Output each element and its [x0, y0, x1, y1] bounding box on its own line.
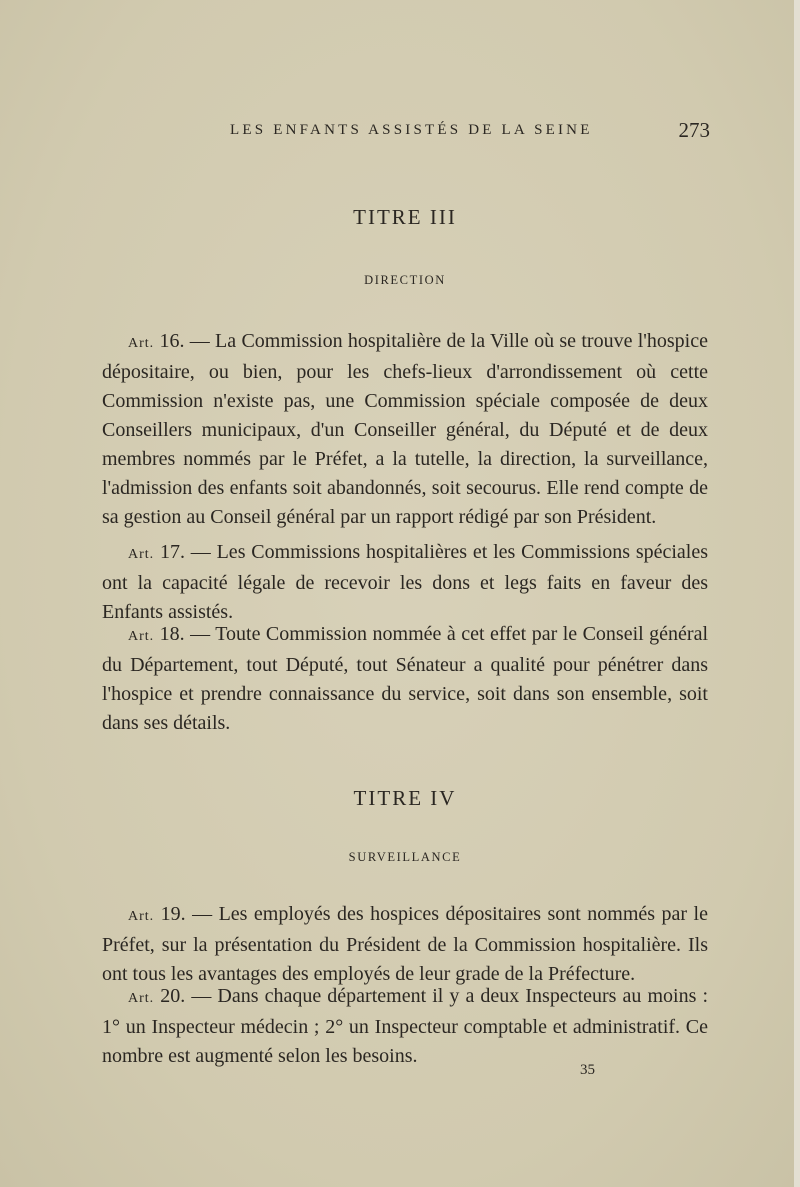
article-number: 18.	[159, 623, 185, 645]
article-label: Art.	[128, 909, 155, 924]
article-number: 20.	[160, 985, 186, 1007]
article-number: 16.	[159, 330, 185, 352]
article-text: — Toute Commission nommée à cet effet par le Conseil général du Département, tout Député, tout Sénateur a qualité pour pénétrer dans l'hospice et prendre connaissance du service, soit dans son ensemble, soit dans ses détails.	[102, 623, 709, 734]
article-16	[102, 327, 708, 532]
article-text: — Les employés des hospices dépositaires sont nommés par le Préfet, sur la présentation du Président de la Commission hospitalière. Ils ont tous les avantages des employés de leur grade de la Préfecture.	[102, 903, 708, 985]
article-17	[102, 538, 708, 627]
article-19	[102, 900, 708, 989]
article-label: Art.	[128, 336, 155, 351]
titre-iv-heading: TITRE IV	[353, 786, 457, 810]
article-label: Art.	[128, 629, 155, 644]
titre-iii-heading: TITRE III	[353, 205, 457, 229]
direction-subheading: DIRECTION	[364, 273, 446, 287]
running-head	[100, 118, 710, 148]
signature-mark: 35	[580, 1062, 595, 1078]
page-edge	[794, 0, 800, 1187]
article-text: — Les Commissions hospitalières et les Commissions spéciales ont la capacité légale de recevoir les dons et legs faits en faveur des Enfants assistés.	[102, 541, 709, 623]
article-number: 19.	[160, 903, 186, 925]
running-title: LES ENFANTS ASSISTÉS DE LA SEINE	[230, 122, 593, 138]
article-number: 17.	[159, 541, 185, 563]
article-text: — Dans chaque département il y a deux Inspecteurs au moins : 1° un Inspecteur médecin ; 2° un Inspecteur comptable et administratif. Ce nombre est augmenté selon les besoins.	[102, 985, 709, 1067]
article-20	[102, 982, 708, 1071]
article-label: Art.	[128, 547, 155, 562]
article-text: — La Commission hospitalière de la Ville où se trouve l'hospice dépositaire, ou bien, pour les chefs-lieux d'arrondissement où cette Commission n'existe pas, une Commission spéciale composée de deux Conseillers municipaux, d'un Conseiller général, du Député et de deux membres nommés par le Préfet, a la tutelle, la direction, la surveillance, l'admission des enfants soit abandonnés, soit secourus. Elle rend compte de sa gestion au Conseil général par un rapport rédigé par son Président.	[102, 330, 708, 528]
article-label: Art.	[128, 991, 155, 1006]
article-18	[102, 620, 708, 738]
surveillance-subheading: SURVEILLANCE	[348, 850, 462, 864]
page-number: 273	[678, 118, 710, 142]
